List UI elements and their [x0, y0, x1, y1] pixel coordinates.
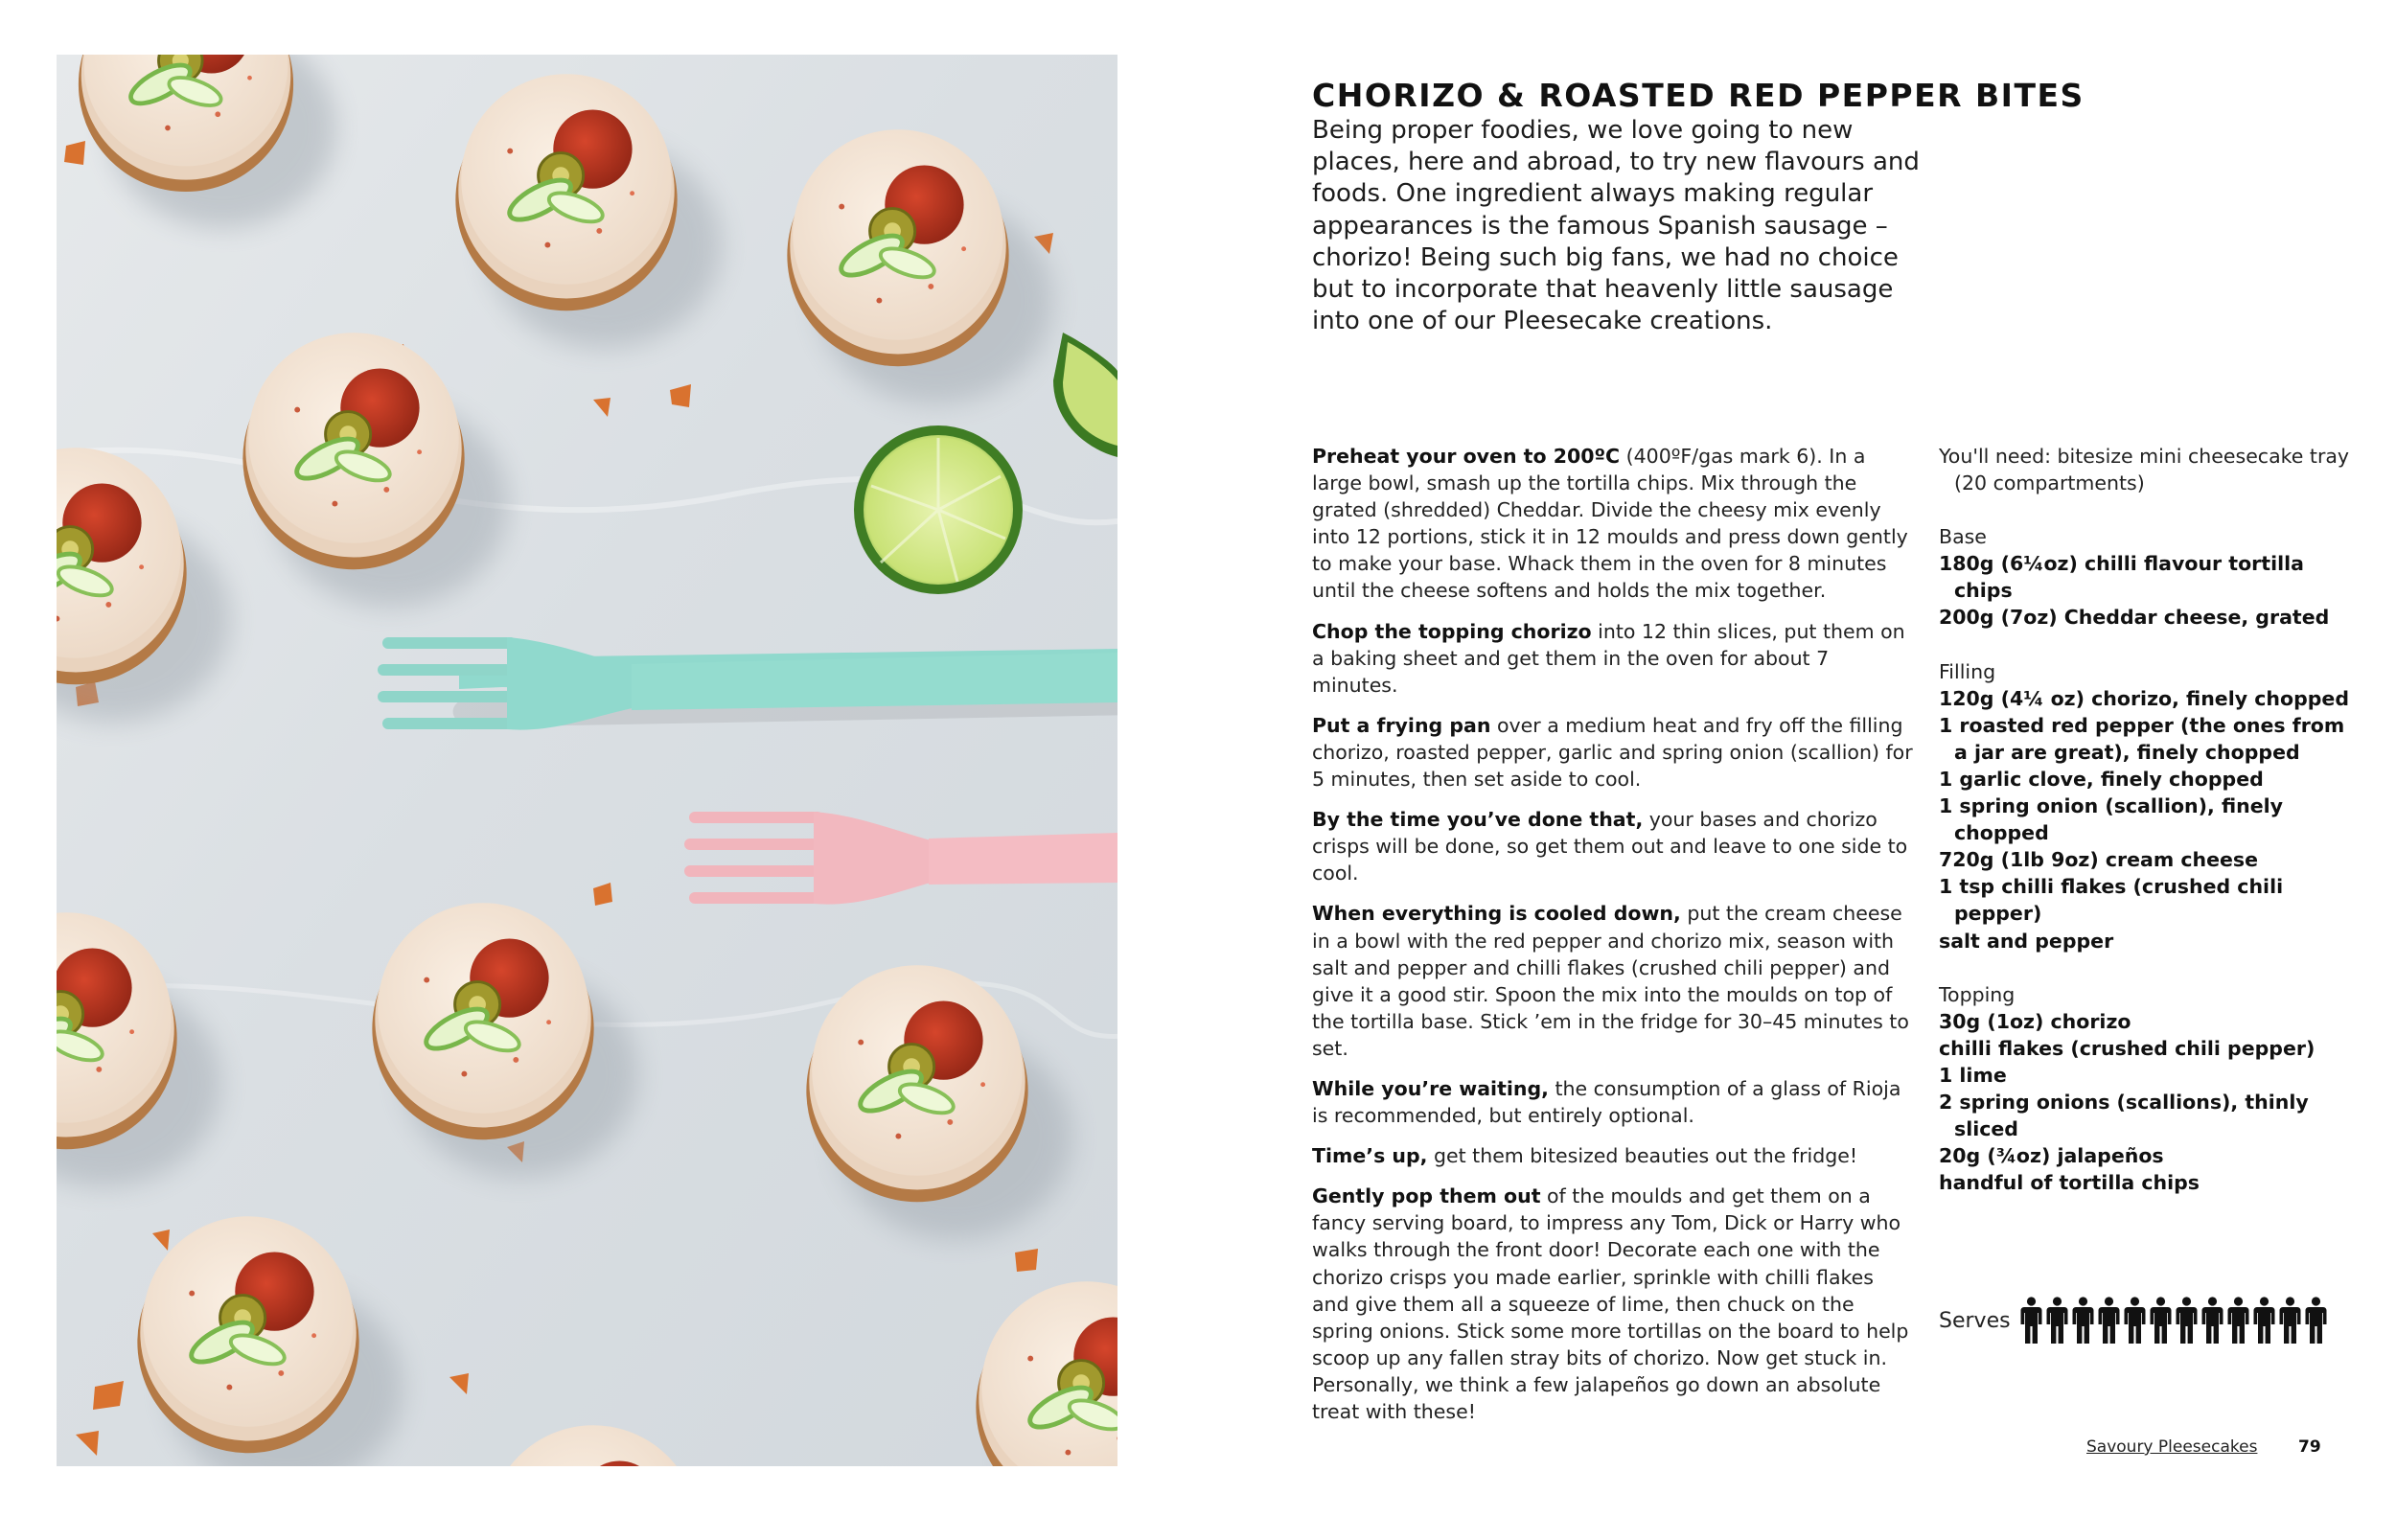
- serves-people-icons: [2020, 1297, 2327, 1345]
- person-icon: [2046, 1297, 2068, 1345]
- step-text: the consumption of a glass of Rioja is recommended, but entirely optional.: [1312, 1076, 1901, 1128]
- equipment-note: You'll need: bitesize mini cheesecake tray (20 compartments): [1939, 445, 2350, 495]
- step-text: your bases and chorizo crisps will be done, so get them out and leave to one side to cool.: [1312, 808, 1908, 885]
- ingredient-item: 120g (4¼ oz) chorizo, finely chopped: [1939, 686, 2349, 710]
- step-text: of the moulds and get them on a fancy serving board, to impress any Tom, Dick or Harry who walks through the front door! Decorate each one with the chorizo crisps you made earlier, sprinkle with chilli flakes and give them all a squeeze of lime, then chuck on the spring onions. Stick some more tortillas on the board to help scoop up any fallen stray bits of chorizo. Now get stuck in. Personally, we think a few jalapeños go down an absolute treat with these!: [1312, 1184, 1909, 1423]
- ingredient-item: 1 tsp chilli flakes (crushed chili pepper): [1939, 875, 2284, 926]
- step-text: over a medium heat and fry off the filling chorizo, roasted pepper, garlic and spring onion (scallion) for 5 minutes, then set aside to cool.: [1312, 713, 1913, 792]
- method-step: [1312, 1142, 1916, 1169]
- ingredient-item: chilli flakes (crushed chili pepper): [1939, 1036, 2315, 1060]
- step-text: get them bitesized beauties out the fridge!: [1427, 1144, 1858, 1168]
- recipe-intro: Being proper foodies, we love going to new places, here and abroad, to try new flavours and foods. One ingredient always making regular appearances is the famous Spanish sausage – chorizo! Being such big fans, we had no choice but to incorporate that heavenly little sausage into one of our Pleesecake creations.: [1312, 116, 1920, 336]
- person-icon: [2253, 1297, 2275, 1345]
- method-step: [1312, 443, 1916, 605]
- lime-slice: [854, 425, 1023, 594]
- person-icon: [2279, 1297, 2301, 1345]
- person-icon: [2201, 1297, 2223, 1345]
- ingredient-item: 720g (1lb 9oz) cream cheese: [1939, 848, 2259, 872]
- recipe-photo: [57, 55, 1117, 1466]
- person-icon: [2150, 1297, 2172, 1345]
- method-step: [1312, 1075, 1916, 1129]
- step-lead: By the time you’ve done that,: [1312, 808, 1644, 832]
- step-text: put the cream cheese in a bowl with the red pepper and chorizo mix, season with salt and pepper and chilli flakes (crushed chili pepper) and give it a good stir. Spoon the mix into the moulds on top of the tortilla base. Stick ’em in the fridge for 30–45 minutes to set.: [1312, 902, 1909, 1060]
- step-text: (400ºF/gas mark 6). In a large bowl, smash up the tortilla chips. Mix through the grated (shredded) Cheddar. Divide the cheesy mix evenly into 12 portions, stick it in 12 moulds and press down gently to make your base. Whack them in the oven for 8 minutes until the cheese softens and holds the mix together.: [1312, 445, 1908, 603]
- ingredient-item: 1 spring onion (scallion), finely chopped: [1939, 794, 2284, 845]
- person-icon: [2020, 1297, 2042, 1345]
- ingredient-item: 20g (¾oz) jalapeños: [1939, 1144, 2164, 1168]
- ingredient-group-title: Filling: [1939, 659, 1996, 683]
- ingredient-item: handful of tortilla chips: [1939, 1171, 2200, 1195]
- method-step: [1312, 1183, 1916, 1425]
- step-lead: Put a frying pan: [1312, 713, 1491, 737]
- ingredient-item: salt and pepper: [1939, 929, 2114, 953]
- person-icon: [2227, 1297, 2249, 1345]
- person-icon: [2098, 1297, 2120, 1345]
- recipe-title: CHORIZO & ROASTED RED PEPPER BITES: [1312, 77, 2085, 114]
- ingredient-group-topping: [1939, 981, 2361, 1197]
- method-step: [1312, 900, 1916, 1062]
- ingredient-group-filling: [1939, 658, 2361, 954]
- step-lead: Time’s up,: [1312, 1144, 1428, 1168]
- step-lead: Gently pop them out: [1312, 1184, 1541, 1208]
- page-number: 79: [2298, 1437, 2321, 1457]
- serves-label: Serves: [1939, 1308, 2011, 1333]
- step-lead: Preheat your oven to 200ºC: [1312, 445, 1621, 468]
- ingredient-group-base: [1939, 523, 2361, 631]
- ingredient-group-title: Base: [1939, 525, 1987, 549]
- step-lead: Chop the topping chorizo: [1312, 619, 1592, 643]
- person-icon: [2072, 1297, 2094, 1345]
- ingredient-item: 30g (1oz) chorizo: [1939, 1009, 2131, 1033]
- ingredient-group-title: Topping: [1939, 982, 2016, 1006]
- ingredient-item: 1 roasted red pepper (the ones from a jar are great), finely chopped: [1939, 713, 2345, 764]
- method-step: [1312, 618, 1916, 699]
- ingredient-item: 1 garlic clove, finely chopped: [1939, 767, 2264, 791]
- person-icon: [2176, 1297, 2198, 1345]
- person-icon: [2124, 1297, 2146, 1345]
- ingredients-list: [1939, 443, 2361, 1196]
- ingredient-item: 200g (7oz) Cheddar cheese, grated: [1939, 606, 2330, 630]
- serves-indicator: [1939, 1294, 2327, 1347]
- step-text: into 12 thin slices, put them on a baking sheet and get them in the oven for about 7 minutes.: [1312, 619, 1905, 697]
- ingredient-item: 2 spring onions (scallions), thinly sliced: [1939, 1090, 2309, 1141]
- person-icon: [2305, 1297, 2327, 1345]
- step-lead: While you’re waiting,: [1312, 1076, 1549, 1100]
- footer-section-link[interactable]: Savoury Pleesecakes: [2086, 1437, 2258, 1457]
- method-step: [1312, 712, 1916, 793]
- ingredient-item: 180g (6¼oz) chilli flavour tortilla chips: [1939, 552, 2304, 603]
- ingredient-item: 1 lime: [1939, 1063, 2007, 1087]
- method-step: [1312, 806, 1916, 886]
- step-lead: When everything is cooled down,: [1312, 902, 1681, 926]
- method-steps: [1312, 443, 1916, 1438]
